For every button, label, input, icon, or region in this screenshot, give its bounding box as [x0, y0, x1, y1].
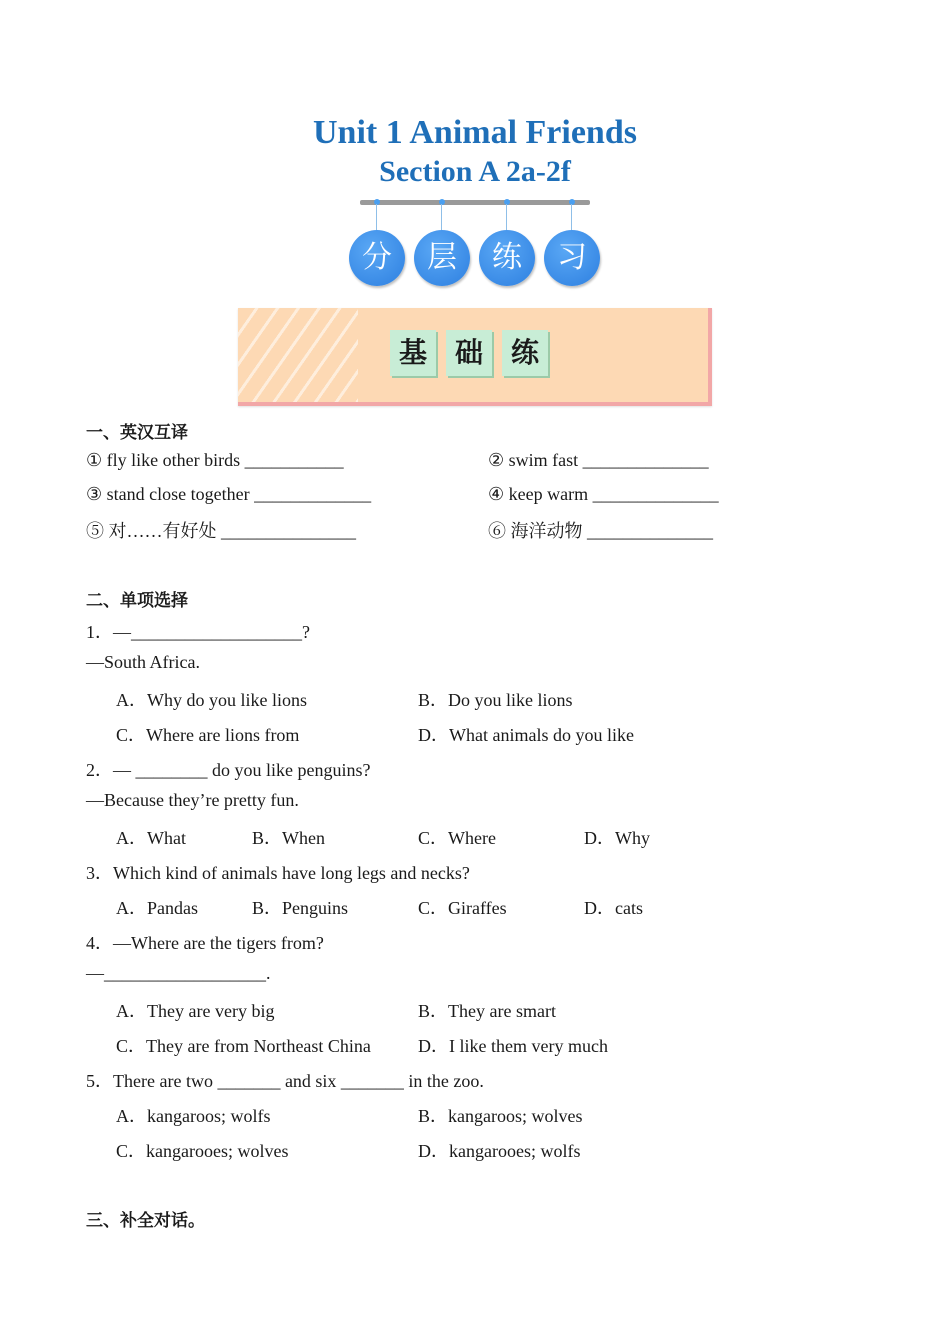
level-banner — [238, 308, 712, 406]
decor-stem — [506, 204, 507, 232]
banner-tile: 练 — [502, 330, 548, 376]
badge-circle: 分 — [349, 230, 405, 286]
decor-stem — [441, 204, 442, 232]
translation-item: ④ keep warm ______________ — [488, 484, 719, 504]
badge-circle: 层 — [414, 230, 470, 286]
option: B．Penguins — [252, 898, 349, 918]
question-stem: 1．—___________________? — [86, 622, 310, 642]
banner-tile: 础 — [446, 330, 492, 376]
option: D．kangarooes; wolfs — [418, 1141, 581, 1161]
page-title: Unit 1 Animal Friends — [313, 114, 637, 151]
section-heading: 三、补全对话。 — [86, 1211, 205, 1231]
option: B．They are smart — [418, 1001, 556, 1021]
answer-line: —__________________. — [86, 963, 271, 983]
option: B．kangaroos; wolves — [418, 1106, 583, 1126]
question-stem: 3．Which kind of animals have long legs and necks? — [86, 863, 470, 883]
option: C．Where are lions from — [116, 725, 300, 745]
section-heading: 二、单项选择 — [86, 591, 188, 611]
question-stem: 4．—Where are the tigers from? — [86, 933, 324, 953]
translation-item: ⑥ 海洋动物 ______________ — [488, 521, 713, 541]
option: B．When — [252, 828, 325, 848]
decor-dot — [439, 199, 445, 205]
option: A．Pandas — [116, 898, 198, 918]
decor-stem — [571, 204, 572, 232]
option: C．Where — [418, 828, 496, 848]
decor-rail — [360, 200, 590, 205]
translation-item: ① fly like other birds ___________ — [86, 450, 344, 470]
question-stem: 5．There are two _______ and six _______ in the zoo. — [86, 1071, 484, 1091]
option: C．kangarooes; wolves — [116, 1141, 289, 1161]
option: A．What — [116, 828, 186, 848]
option: D．I like them very much — [418, 1036, 608, 1056]
answer-line: —South Africa. — [86, 652, 200, 672]
page-subtitle: Section A 2a-2f — [379, 155, 571, 188]
option: B．Do you like lions — [418, 690, 573, 710]
option: D．cats — [584, 898, 643, 918]
decor-dot — [374, 199, 380, 205]
option: A．Why do you like lions — [116, 690, 307, 710]
badge-circle: 习 — [544, 230, 600, 286]
section-heading: 一、英汉互译 — [86, 423, 188, 443]
badge-circle: 练 — [479, 230, 535, 286]
banner-tile: 基 — [390, 330, 436, 376]
answer-line: —Because they’re pretty fun. — [86, 790, 299, 810]
decor-stem — [376, 204, 377, 232]
question-stem: 2．— ________ do you like penguins? — [86, 760, 371, 780]
option: A．kangaroos; wolfs — [116, 1106, 271, 1126]
option: D．Why — [584, 828, 650, 848]
option: D．What animals do you like — [418, 725, 634, 745]
translation-item: ③ stand close together _____________ — [86, 484, 372, 504]
translation-item: ② swim fast ______________ — [488, 450, 709, 470]
option: C．Giraffes — [418, 898, 507, 918]
translation-item: ⑤ 对……有好处 _______________ — [86, 521, 356, 541]
banner-stripes — [238, 308, 358, 402]
decor-dot — [504, 199, 510, 205]
option: C．They are from Northeast China — [116, 1036, 371, 1056]
option: A．They are very big — [116, 1001, 275, 1021]
decor-dot — [569, 199, 575, 205]
